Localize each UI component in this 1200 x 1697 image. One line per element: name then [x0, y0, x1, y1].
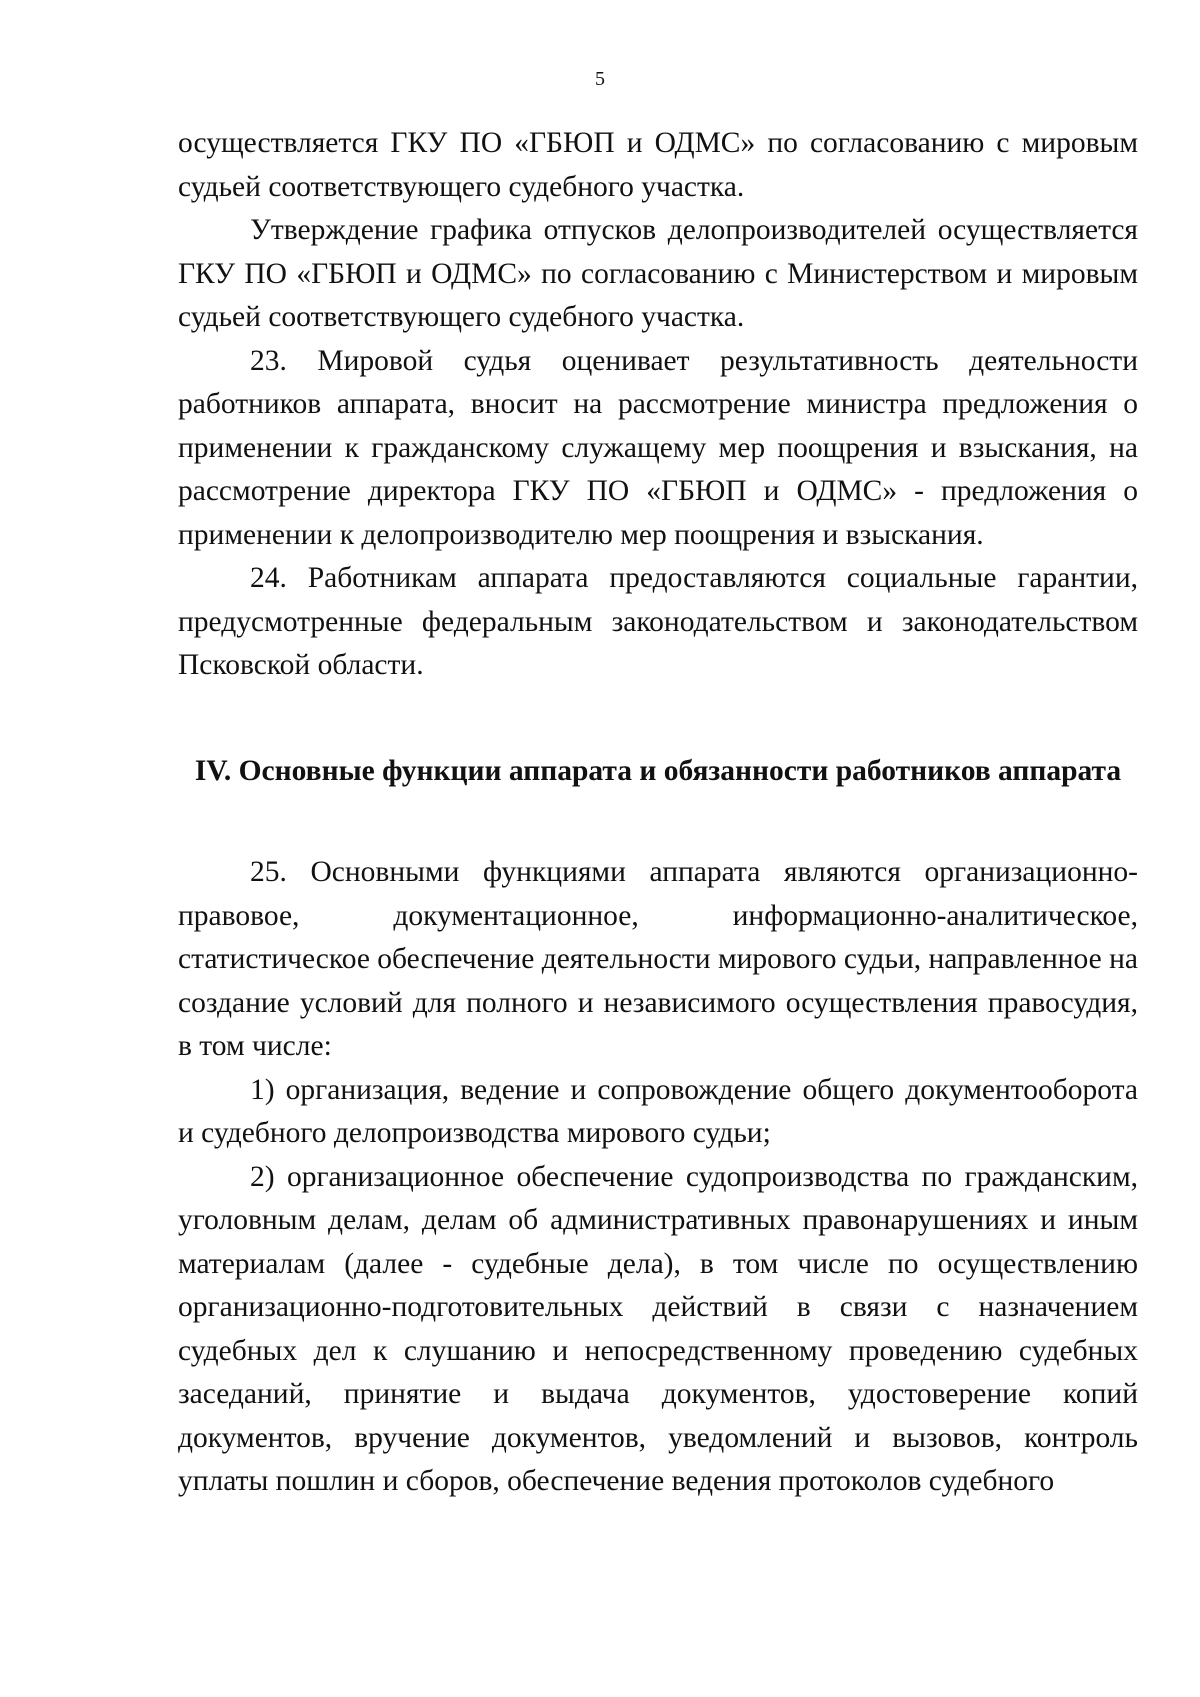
- section-heading: IV. Основные функции аппарата и обязанности работников аппарата: [194, 754, 1122, 787]
- paragraph-subitem-2: 2) организационное обеспечение судопроизводства по гражданским, уголовным делам, делам об административных правонарушениях и иным материалам (далее - судебные дела), в том числе по осуществлению организационно-подготовительных действий в связи с назначением судебных дел к слушанию и непосредственному проведению судебных заседаний, принятие и выдача документов, удостоверение копий документов, вручение документов, уведомлений и вызовов, контроль уплаты пошлин и сборов, обеспечение ведения протоколов судебного: [178, 1160, 1138, 1497]
- paragraph-subitem-1: 1) организация, ведение и сопровождение общего документооборота и судебного делопроизводства мирового судьи;: [178, 1073, 1138, 1149]
- paragraph-item-23: 23. Мировой судья оценивает результативность деятельности работников аппарата, вносит на рассмотрение министра предложения о применении к гражданскому служащему мер поощрения и взыскания, на рассмотрение директора ГКУ ПО «ГБЮП и ОДМС» - предложения о применении к делопроизводителю мер поощрения и взыскания.: [178, 344, 1138, 551]
- paragraph-item-24: 24. Работникам аппарата предоставляются социальные гарантии, предусмотренные федеральным законодательством и законодательством Псковской области.: [178, 562, 1138, 681]
- paragraph-continuation: осуществляется ГКУ ПО «ГБЮП и ОДМС» по согласованию с мировым судьей соответствующего судебного участка.: [178, 127, 1138, 203]
- page-number: 5: [595, 68, 605, 90]
- paragraph-item-25: 25. Основными функциями аппарата являются организационно-правовое, документационное, информационно-аналитическое, статистическое обеспечение деятельности мирового судьи, направленное на создание условий для полного и независимого осуществления правосудия, в том числе:: [178, 856, 1138, 1062]
- paragraph-vacation-schedule: Утверждение графика отпусков делопроизводителей осуществляется ГКУ ПО «ГБЮП и ОДМС» по согласованию с Министерством и мировым судьей соответствующего судебного участка.: [178, 214, 1138, 333]
- document-body: [178, 122, 1138, 1504]
